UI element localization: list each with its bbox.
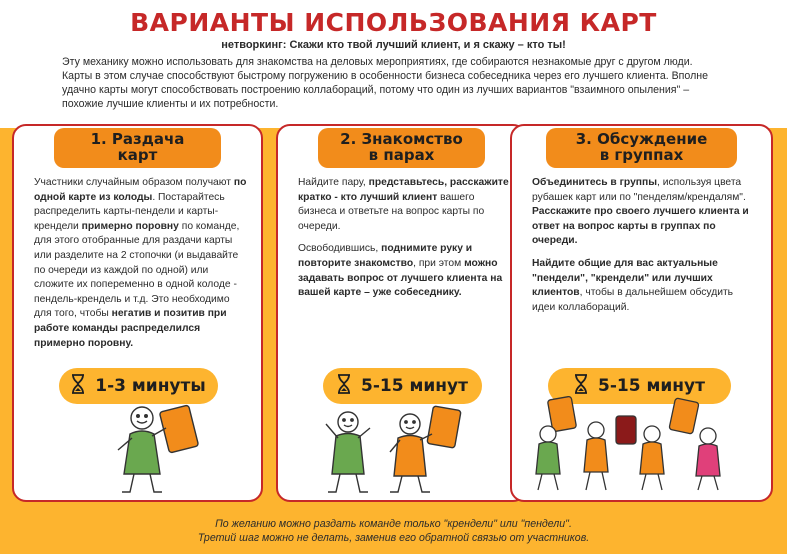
illustration-group-of-people [512,388,771,496]
step-card-text: Участники случайным образом получают по одной карте из колоды. Постарайтесь распределить карты-пендели и карты-крендели примерно поровну по команде, для этого отобранные для раздачи карты или разделите на 2 стопочки (и выдавайте по очереди из каждой по одной) или сложите их попеременно в одной колоде - пендель-крендель и т.д. Это необходимо для того, чтобы негатив и позитив при работе команды распределился примерно поровну. [34,177,247,349]
page-subtitle: нетворкинг: Скажи кто твой лучший клиент, и я скажу – кто ты! [221,39,566,51]
step-card-text: Найдите пару, представьтесь, расскажите кратко - кто лучший клиент вашего бизнеса и ответьте на вопрос карты по очереди. Освободившись, поднимите руку и повторите знакомство, при этом можно задавать вопрос от лучшего клиента на вашей карте – уже собеседнику. [298,177,509,299]
intro-paragraph: Эту механику можно использовать для знакомства на деловых мероприятиях, где собираются незнакомые друг с другом люди. Карты в этом случае способствуют быстрому погружению в особенности бизнеса собеседника через его лучшего клиента. Вполне удачно карты могут способствовать построению коллабораций, потому что один из лучших вариантов "взаимного опыления" – похожие лучшие клиенты и их потребности. [62,56,709,110]
step-card-groups [510,124,773,502]
illustration-person-with-card [14,388,261,496]
duration-badge: 1-3 минуты [59,368,218,404]
footer-note: По желанию можно раздать команде только "крендели" или "пендели". Третий шаг можно не делать, заменив его обратной связью от участников. [197,518,590,544]
illustration-two-people [278,388,525,496]
step-card-text: Объединитесь в группы, используя цвета рубашек карт или по "пенделям/крендалям". Расскажите про своего лучшего клиента и ответ на вопрос карты в группах по очереди. Найдите общие для вас актуальные "пендели", "крендели" или лучших клиентов, чтобы в дальнейшем обсудить идеи коллабораций. [532,177,749,313]
step-card-distribution [12,124,263,502]
step-card-pairs [276,124,527,502]
page-title: ВАРИАНТЫ ИСПОЛЬЗОВАНИЯ КАРТ [130,8,657,37]
step-card-header: 1. Раздача карт [54,128,221,168]
step-card-header: 2. Знакомство в парах [318,128,485,168]
duration-badge: 5-15 минут [323,368,482,404]
step-card-header: 3. Обсуждение в группах [546,128,737,168]
duration-badge: 5-15 минут [548,368,731,404]
